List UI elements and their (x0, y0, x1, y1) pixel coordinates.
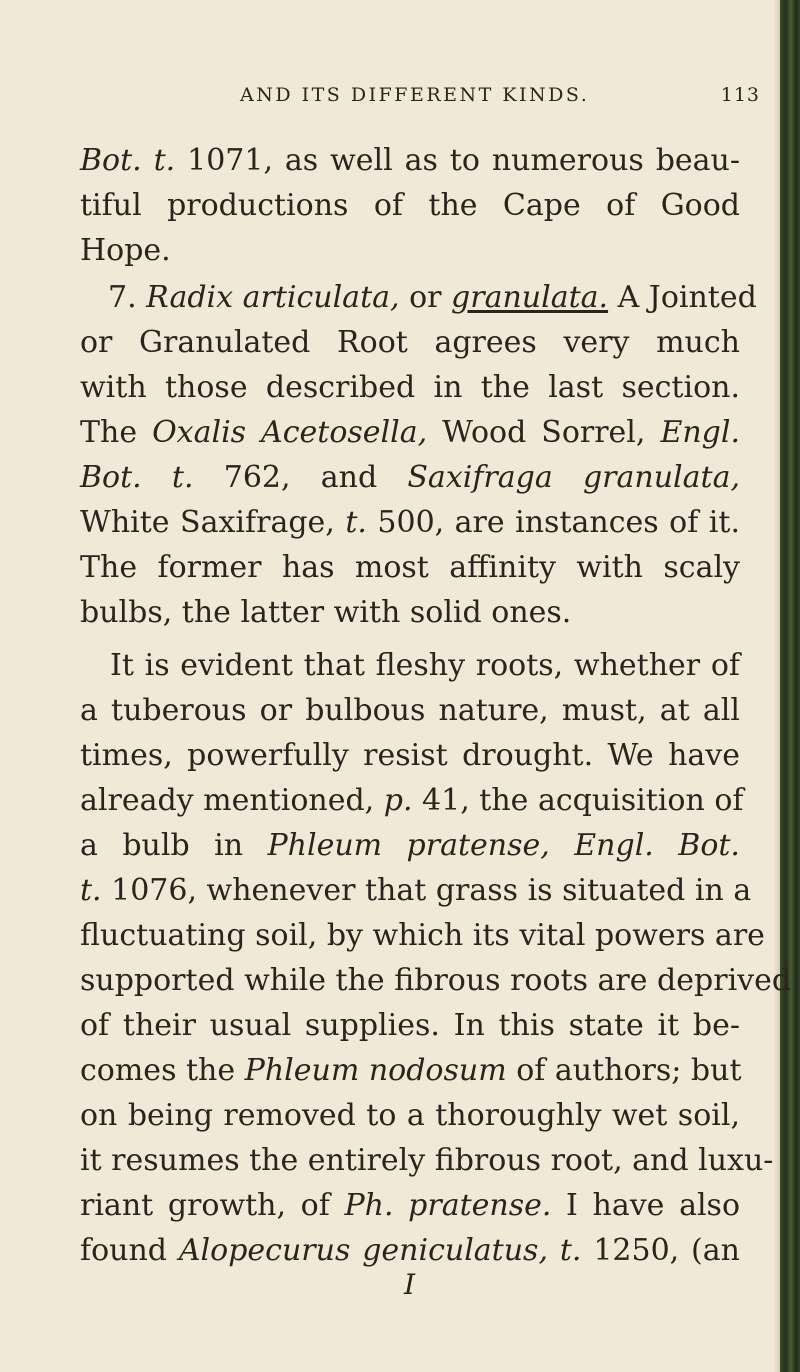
text-line: with those described in the last section. (80, 370, 740, 405)
text-line: The former has most affinity with scaly (80, 550, 740, 585)
running-title: AND ITS DIFFERENT KINDS. (240, 84, 590, 106)
text-line: bulbs, the latter with solid ones. (80, 595, 572, 630)
text-line: already mentioned, p. 41, the acquisition of (80, 783, 744, 818)
text-line: It is evident that fleshy roots, whether of (110, 648, 740, 683)
text-line: or Granulated Root agrees very much (80, 325, 740, 360)
text-line: times, powerfully resist drought. We have (80, 738, 740, 773)
text-line: Bot. t. 762, and Saxifraga granulata, (80, 460, 740, 495)
text-line: of their usual supplies. In this state it be- (80, 1008, 740, 1043)
text-line: a bulb in Phleum pratense, Engl. Bot. (80, 828, 740, 863)
signature-mark: I (404, 1268, 416, 1301)
text-line: it resumes the entirely fibrous root, and luxu- (80, 1143, 774, 1178)
text-line: t. 1076, whenever that grass is situated in a (80, 873, 752, 908)
page-header (220, 84, 760, 118)
text-line: The Oxalis Acetosella, Wood Sorrel, Engl. (80, 415, 740, 450)
text-line: fluctuating soil, by which its vital powers are (80, 918, 765, 953)
text-line: White Saxifrage, t. 500, are instances of it. (80, 505, 740, 540)
text-line: Hope. (80, 233, 171, 268)
text-line: Bot. t. 1071, as well as to numerous beau- (80, 143, 741, 178)
text-line: supported while the fibrous roots are deprived (80, 963, 792, 998)
text-line: tiful productions of the Cape of Good (80, 188, 740, 223)
text-line: found Alopecurus geniculatus, t. 1250, (an (80, 1233, 740, 1268)
text-line: on being removed to a thoroughly wet soil, (80, 1098, 740, 1133)
text-line: a tuberous or bulbous nature, must, at all (80, 693, 740, 728)
book-spine (780, 0, 800, 1372)
text-line: comes the Phleum nodosum of authors; but (80, 1053, 742, 1088)
text-line: 7. Radix articulata, or granulata. A Jointed (108, 280, 757, 315)
page-number: 113 (720, 84, 760, 106)
text-line: riant growth, of Ph. pratense. I have also (80, 1188, 741, 1223)
